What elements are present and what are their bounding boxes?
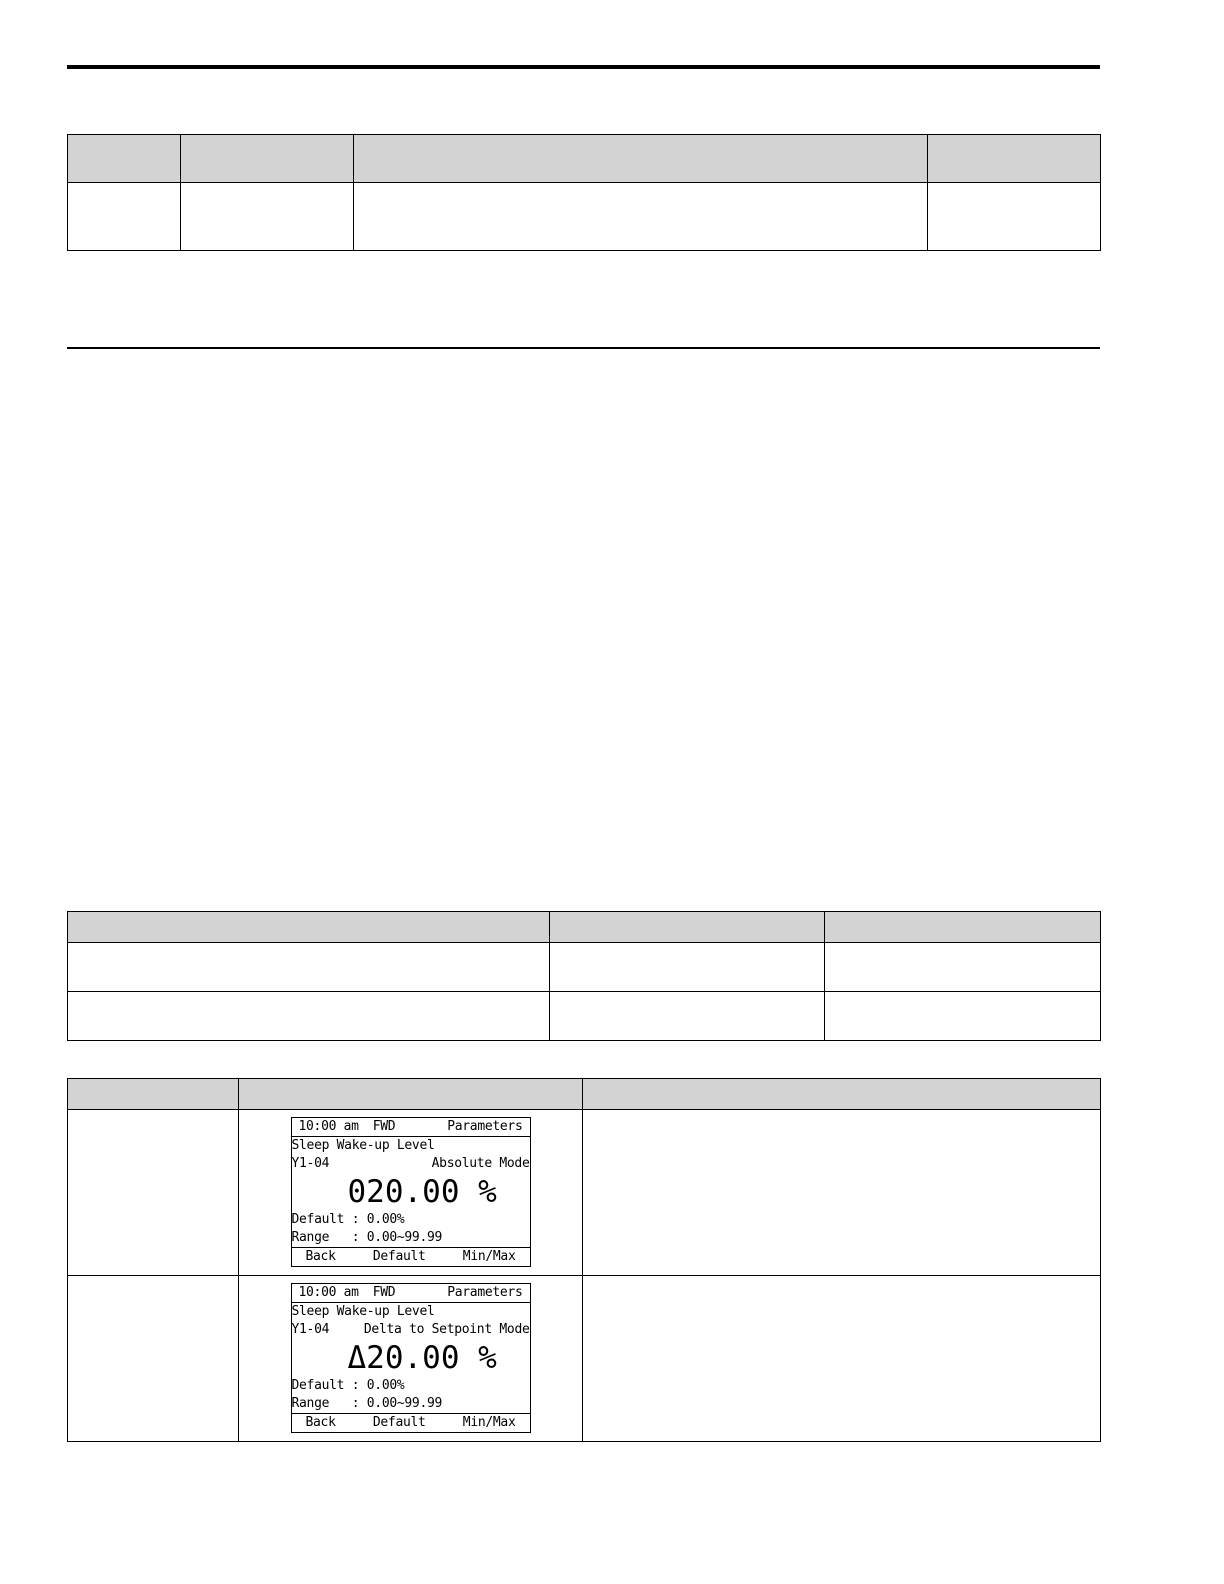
table-row [68, 183, 1101, 251]
lcd-direction: FWD [372, 1285, 396, 1300]
lcd-direction: FWD [372, 1119, 396, 1134]
lcd-param-name-row [292, 1303, 530, 1321]
lcd-softkey-bar [292, 1247, 530, 1266]
lcd-time: 10:00 am [298, 1285, 359, 1300]
lcd-status-bar [292, 1118, 530, 1137]
lcd-range: Range : 0.00~99.99 [291, 1396, 443, 1411]
table-header-cell [550, 912, 825, 943]
table-row [68, 943, 1101, 992]
lcd-range-row [292, 1229, 530, 1247]
lcd-mode: Delta to Setpoint Mode [363, 1322, 530, 1337]
softkey-default[interactable]: Default [372, 1415, 426, 1430]
display-example-table [67, 1078, 1101, 1442]
table-cell [181, 183, 354, 251]
keypad-lcd-screen-delta [291, 1283, 531, 1433]
table-row [68, 992, 1101, 1041]
lcd-param-name-row [292, 1137, 530, 1155]
lcd-status-bar [292, 1284, 530, 1303]
table-header-row [68, 135, 1101, 183]
table-cell [68, 1276, 239, 1442]
lcd-default-row [292, 1211, 530, 1229]
table-cell [68, 943, 550, 992]
lcd-menu-title: Parameters [447, 1285, 523, 1300]
lcd-mode: Absolute Mode [431, 1156, 530, 1171]
parameter-table [67, 134, 1101, 251]
lcd-menu-title: Parameters [447, 1119, 523, 1134]
keypad-screen-cell [239, 1110, 583, 1276]
keypad-lcd-screen-absolute [291, 1117, 531, 1267]
softkey-min-max[interactable]: Min/Max [462, 1249, 516, 1264]
table-header-cell [68, 135, 181, 183]
softkey-back[interactable]: Back [305, 1415, 336, 1430]
lcd-param-code: Y1-04 [291, 1156, 330, 1171]
lcd-param-name: Sleep Wake-up Level [291, 1138, 435, 1153]
table-header-cell [239, 1079, 583, 1110]
section-rule [67, 347, 1100, 349]
table-header-cell [825, 912, 1101, 943]
table-header-cell [181, 135, 354, 183]
lcd-default: Default : 0.00% [291, 1378, 405, 1393]
table-cell [583, 1110, 1101, 1276]
header-rule [67, 65, 1100, 69]
softkey-min-max[interactable]: Min/Max [462, 1415, 516, 1430]
table-cell [825, 943, 1101, 992]
table-row [68, 1110, 1101, 1276]
table-cell [928, 183, 1101, 251]
table-header-row [68, 1079, 1101, 1110]
lcd-param-name: Sleep Wake-up Level [291, 1304, 435, 1319]
lcd-param-code-row [292, 1155, 530, 1173]
lcd-param-code-row [292, 1321, 530, 1339]
lcd-value: Δ20.00 % [347, 1340, 497, 1376]
settings-table [67, 911, 1101, 1041]
lcd-softkey-bar [292, 1413, 530, 1432]
table-cell [550, 943, 825, 992]
lcd-range-row [292, 1395, 530, 1413]
lcd-param-code: Y1-04 [291, 1322, 330, 1337]
table-header-cell [354, 135, 928, 183]
table-cell [825, 992, 1101, 1041]
table-header-cell [928, 135, 1101, 183]
lcd-default-row [292, 1377, 530, 1395]
table-cell [583, 1276, 1101, 1442]
lcd-default: Default : 0.00% [291, 1212, 405, 1227]
lcd-value: 020.00 % [347, 1174, 497, 1210]
table-cell [68, 992, 550, 1041]
softkey-back[interactable]: Back [305, 1249, 336, 1264]
table-header-cell [68, 912, 550, 943]
table-cell [68, 183, 181, 251]
table-row [68, 1276, 1101, 1442]
keypad-screen-cell [239, 1276, 583, 1442]
table-header-cell [583, 1079, 1101, 1110]
table-header-row [68, 912, 1101, 943]
table-cell [354, 183, 928, 251]
table-header-cell [68, 1079, 239, 1110]
lcd-range: Range : 0.00~99.99 [291, 1230, 443, 1245]
softkey-default[interactable]: Default [372, 1249, 426, 1264]
table-cell [68, 1110, 239, 1276]
lcd-time: 10:00 am [298, 1119, 359, 1134]
table-cell [550, 992, 825, 1041]
